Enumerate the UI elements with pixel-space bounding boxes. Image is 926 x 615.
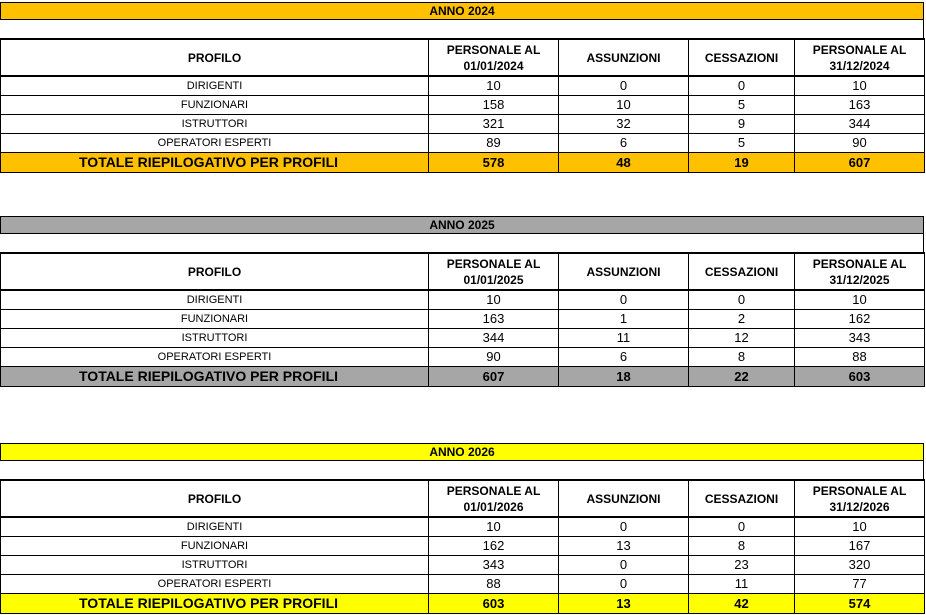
cell-start: 343 bbox=[429, 556, 559, 575]
cell-cessazioni: 2 bbox=[689, 310, 795, 329]
cell-assunzioni: 0 bbox=[559, 575, 689, 594]
personale-al-label: PERSONALE AL bbox=[812, 483, 907, 498]
cell-cessazioni: 8 bbox=[689, 537, 795, 556]
end-date-label: 31/12/2024 bbox=[829, 58, 890, 73]
personale-al-label: PERSONALE AL bbox=[812, 42, 907, 57]
cell-cessazioni: 0 bbox=[689, 517, 795, 537]
cell-end: 344 bbox=[795, 115, 925, 134]
total-assunzioni: 13 bbox=[559, 594, 689, 614]
header-row bbox=[1, 480, 925, 517]
cell-assunzioni: 0 bbox=[559, 517, 689, 537]
cell-end: 10 bbox=[795, 517, 925, 537]
total-label: TOTALE RIEPILOGATIVO PER PROFILI bbox=[1, 367, 429, 387]
table-row-operatori bbox=[1, 348, 925, 367]
table-row-dirigenti bbox=[1, 76, 925, 96]
personale-al-label: PERSONALE AL bbox=[446, 256, 541, 271]
cell-end: 343 bbox=[795, 329, 925, 348]
year-2026-spacer bbox=[0, 461, 924, 479]
year-2025-section bbox=[0, 216, 925, 388]
row-label: FUNZIONARI bbox=[1, 96, 429, 115]
col-cessazioni-header: CESSAZIONI bbox=[689, 253, 795, 290]
total-cessazioni: 22 bbox=[689, 367, 795, 387]
cell-end: 320 bbox=[795, 556, 925, 575]
col-profilo-header: PROFILO bbox=[1, 253, 429, 290]
col-assunzioni-header: ASSUNZIONI bbox=[559, 39, 689, 76]
cell-cessazioni: 12 bbox=[689, 329, 795, 348]
cell-assunzioni: 10 bbox=[559, 96, 689, 115]
cell-end: 77 bbox=[795, 575, 925, 594]
cell-cessazioni: 9 bbox=[689, 115, 795, 134]
table-row-istruttori bbox=[1, 556, 925, 575]
cell-end: 10 bbox=[795, 76, 925, 96]
total-start: 578 bbox=[429, 153, 559, 173]
cell-end: 88 bbox=[795, 348, 925, 367]
year-2025-spacer bbox=[0, 234, 924, 252]
end-date-label: 31/12/2026 bbox=[829, 499, 890, 514]
total-start: 603 bbox=[429, 594, 559, 614]
cell-assunzioni: 0 bbox=[559, 556, 689, 575]
row-label: FUNZIONARI bbox=[1, 310, 429, 329]
personale-al-label: PERSONALE AL bbox=[446, 42, 541, 57]
row-label: ISTRUTTORI bbox=[1, 115, 429, 134]
cell-cessazioni: 0 bbox=[689, 290, 795, 310]
year-2026-title: ANNO 2026 bbox=[0, 443, 924, 461]
total-assunzioni: 18 bbox=[559, 367, 689, 387]
table-row-operatori bbox=[1, 134, 925, 153]
cell-start: 90 bbox=[429, 348, 559, 367]
cell-start: 163 bbox=[429, 310, 559, 329]
total-end: 607 bbox=[795, 153, 925, 173]
start-date-label: 01/01/2024 bbox=[463, 58, 524, 73]
table-row-dirigenti bbox=[1, 517, 925, 537]
cell-start: 10 bbox=[429, 517, 559, 537]
table-row-operatori bbox=[1, 575, 925, 594]
end-date-label: 31/12/2025 bbox=[829, 272, 890, 287]
cell-assunzioni: 32 bbox=[559, 115, 689, 134]
year-2024-table bbox=[0, 38, 925, 173]
col-cessazioni-header: CESSAZIONI bbox=[689, 480, 795, 517]
table-row-funzionari bbox=[1, 537, 925, 556]
cell-end: 167 bbox=[795, 537, 925, 556]
col-end-header bbox=[795, 480, 925, 517]
year-2025-table bbox=[0, 252, 925, 387]
cell-assunzioni: 13 bbox=[559, 537, 689, 556]
cell-end: 162 bbox=[795, 310, 925, 329]
cell-cessazioni: 5 bbox=[689, 96, 795, 115]
year-2024-title: ANNO 2024 bbox=[0, 2, 924, 20]
row-label: ISTRUTTORI bbox=[1, 329, 429, 348]
cell-start: 89 bbox=[429, 134, 559, 153]
col-start-header bbox=[429, 480, 559, 517]
total-end: 574 bbox=[795, 594, 925, 614]
year-2026-section bbox=[0, 443, 925, 615]
col-profilo-header: PROFILO bbox=[1, 480, 429, 517]
table-row-funzionari bbox=[1, 310, 925, 329]
cell-start: 10 bbox=[429, 290, 559, 310]
year-2026-table bbox=[0, 479, 925, 614]
col-start-header bbox=[429, 39, 559, 76]
table-row-funzionari bbox=[1, 96, 925, 115]
header-row bbox=[1, 39, 925, 76]
col-end-header bbox=[795, 39, 925, 76]
col-end-header bbox=[795, 253, 925, 290]
total-cessazioni: 42 bbox=[689, 594, 795, 614]
cell-end: 10 bbox=[795, 290, 925, 310]
row-label: DIRIGENTI bbox=[1, 76, 429, 96]
cell-assunzioni: 0 bbox=[559, 290, 689, 310]
cell-assunzioni: 1 bbox=[559, 310, 689, 329]
row-label: OPERATORI ESPERTI bbox=[1, 575, 429, 594]
cell-assunzioni: 6 bbox=[559, 134, 689, 153]
year-2024-spacer bbox=[0, 20, 924, 38]
row-label: DIRIGENTI bbox=[1, 517, 429, 537]
cell-assunzioni: 11 bbox=[559, 329, 689, 348]
cell-end: 90 bbox=[795, 134, 925, 153]
total-end: 603 bbox=[795, 367, 925, 387]
cell-cessazioni: 0 bbox=[689, 76, 795, 96]
year-2025-title: ANNO 2025 bbox=[0, 216, 924, 234]
personale-al-label: PERSONALE AL bbox=[812, 256, 907, 271]
col-cessazioni-header: CESSAZIONI bbox=[689, 39, 795, 76]
row-label: DIRIGENTI bbox=[1, 290, 429, 310]
total-cessazioni: 19 bbox=[689, 153, 795, 173]
year-2024-section bbox=[0, 2, 925, 174]
row-label: OPERATORI ESPERTI bbox=[1, 134, 429, 153]
cell-start: 344 bbox=[429, 329, 559, 348]
cell-cessazioni: 11 bbox=[689, 575, 795, 594]
total-row bbox=[1, 153, 925, 173]
col-assunzioni-header: ASSUNZIONI bbox=[559, 480, 689, 517]
start-date-label: 01/01/2026 bbox=[463, 499, 524, 514]
cell-assunzioni: 0 bbox=[559, 76, 689, 96]
cell-assunzioni: 6 bbox=[559, 348, 689, 367]
total-assunzioni: 48 bbox=[559, 153, 689, 173]
total-label: TOTALE RIEPILOGATIVO PER PROFILI bbox=[1, 594, 429, 614]
cell-cessazioni: 5 bbox=[689, 134, 795, 153]
col-profilo-header: PROFILO bbox=[1, 39, 429, 76]
start-date-label: 01/01/2025 bbox=[463, 272, 524, 287]
header-row bbox=[1, 253, 925, 290]
table-row-istruttori bbox=[1, 115, 925, 134]
total-row bbox=[1, 594, 925, 614]
total-row bbox=[1, 367, 925, 387]
total-start: 607 bbox=[429, 367, 559, 387]
cell-start: 10 bbox=[429, 76, 559, 96]
row-label: ISTRUTTORI bbox=[1, 556, 429, 575]
cell-start: 321 bbox=[429, 115, 559, 134]
row-label: OPERATORI ESPERTI bbox=[1, 348, 429, 367]
cell-cessazioni: 23 bbox=[689, 556, 795, 575]
total-label: TOTALE RIEPILOGATIVO PER PROFILI bbox=[1, 153, 429, 173]
cell-start: 88 bbox=[429, 575, 559, 594]
cell-start: 158 bbox=[429, 96, 559, 115]
cell-cessazioni: 8 bbox=[689, 348, 795, 367]
table-row-dirigenti bbox=[1, 290, 925, 310]
personale-al-label: PERSONALE AL bbox=[446, 483, 541, 498]
col-assunzioni-header: ASSUNZIONI bbox=[559, 253, 689, 290]
cell-start: 162 bbox=[429, 537, 559, 556]
row-label: FUNZIONARI bbox=[1, 537, 429, 556]
cell-end: 163 bbox=[795, 96, 925, 115]
col-start-header bbox=[429, 253, 559, 290]
table-row-istruttori bbox=[1, 329, 925, 348]
